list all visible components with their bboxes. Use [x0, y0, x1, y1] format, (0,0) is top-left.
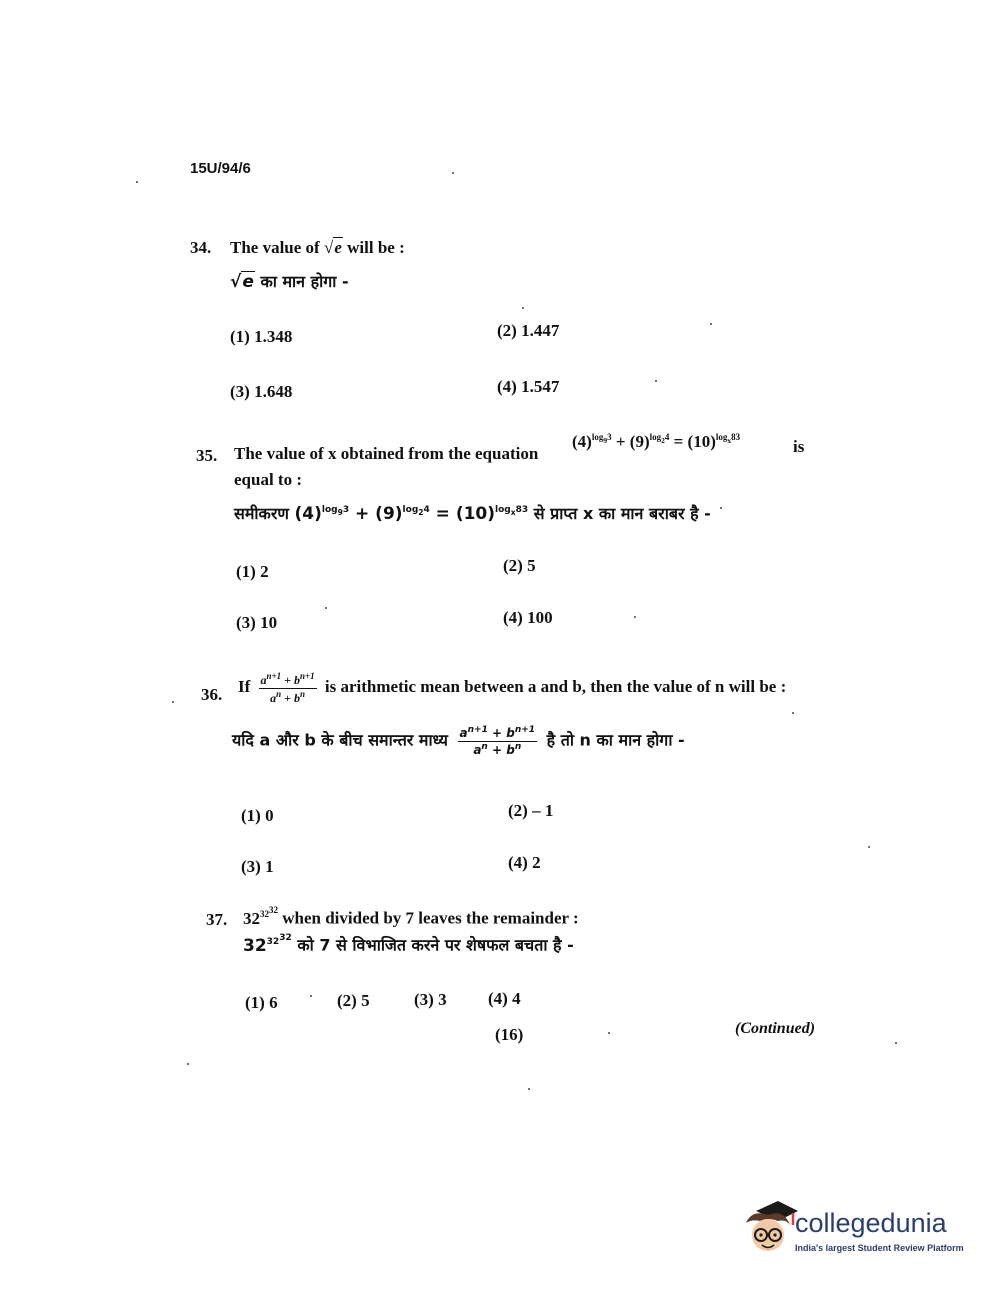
sqrt-e-expression-hi: √e: [230, 272, 254, 292]
scan-speck: [895, 1042, 897, 1044]
scan-speck: [710, 323, 712, 325]
question-35-text-en-line1: The value of x obtained from the equation: [234, 444, 539, 463]
question-37-number: 37.: [206, 910, 228, 929]
question-34-option-3: (3) 1.648: [230, 382, 293, 401]
question-36-text-hi: [232, 726, 685, 756]
scan-speck: [172, 701, 174, 703]
question-35-option-4: (4) 100: [503, 608, 553, 627]
question-35-hi-pre: समीकरण: [234, 504, 289, 523]
question-37-en-post: when divided by 7 leaves the remainder :: [282, 908, 579, 928]
question-37-option-2: (2) 5: [337, 991, 370, 1010]
question-34-hi-post: का मान होगा -: [260, 272, 349, 291]
scan-speck: [452, 172, 454, 174]
question-37-hi-post: को 7 से विभाजित करने पर शेषफल बचता है -: [297, 935, 574, 955]
question-35-text-hi: [234, 502, 711, 524]
question-36-option-4: (4) 2: [508, 853, 541, 872]
power-tower-expression: $32^{32^{32}}$: [243, 905, 278, 928]
question-34-text-hi: [230, 270, 349, 292]
question-34-option-1: (1) 1.348: [230, 327, 293, 346]
question-36-en-pre: If: [238, 677, 251, 696]
question-36-hi-post: है तो n का मान होगा -: [546, 730, 685, 750]
question-35-number: 35.: [196, 446, 218, 465]
scan-speck: [136, 181, 138, 183]
question-37-option-4: (4) 4: [488, 989, 521, 1008]
scan-speck: [187, 1063, 189, 1065]
scan-speck: [325, 607, 327, 609]
scan-speck: [528, 1088, 530, 1090]
question-35-is: is: [793, 437, 805, 456]
brand-tagline: India's largest Student Review Platform: [795, 1243, 964, 1253]
question-37-option-1: (1) 6: [245, 993, 278, 1012]
question-36-text-en: [238, 672, 786, 704]
question-34-en-post: will be :: [347, 238, 405, 257]
scan-speck: [720, 507, 722, 509]
question-34-option-4: (4) 1.547: [497, 377, 560, 396]
scan-speck: [522, 307, 524, 309]
continued-label: (Continued): [735, 1020, 816, 1037]
scan-speck: [310, 995, 312, 997]
question-35-option-2: (2) 5: [503, 556, 536, 575]
scan-speck: [792, 712, 794, 714]
question-35-equation-hi: $(4)^{log_93} + (9)^{log_24} = (10)^{log_x83}$: [294, 504, 529, 524]
question-34-en-pre: The value of: [230, 238, 320, 257]
page-number: (16): [495, 1025, 524, 1044]
question-35-hi-post: से प्राप्त x का मान बराबर है -: [533, 504, 711, 523]
question-34-number: 34.: [190, 238, 212, 257]
paper-code: 15U/94/6: [190, 160, 251, 177]
question-37-text-hi: [243, 933, 574, 956]
question-35-option-3: (3) 10: [236, 613, 278, 632]
question-36-en-post: is arithmetic mean between a and b, then the value of n will be :: [324, 677, 787, 696]
question-36-number: 36.: [201, 685, 223, 704]
sqrt-e-expression: √e: [323, 238, 342, 257]
question-36-hi-pre: यदि a और b के बीच समान्तर माध्य: [232, 730, 448, 750]
question-35-option-1: (1) 2: [236, 562, 269, 581]
scan-speck: [655, 380, 657, 382]
scan-speck: [634, 616, 636, 618]
question-36-option-2: (2) – 1: [508, 801, 554, 820]
question-34-option-2: (2) 1.447: [497, 321, 560, 340]
question-37-option-3: (3) 3: [414, 990, 447, 1009]
brand-name: collegedunia: [795, 1208, 947, 1238]
question-36-option-3: (3) 1: [241, 857, 274, 876]
scan-speck: [868, 846, 870, 848]
question-35-text-en-line2: equal to :: [234, 470, 302, 489]
question-36-option-1: (1) 0: [241, 806, 274, 825]
mean-fraction-hi: $\frac{a^{n+1} + b^{n+1}}{a^n + b^n}$: [459, 725, 536, 757]
question-34-text-en: [230, 238, 405, 258]
question-37-text-en: [243, 905, 579, 929]
mean-fraction: $\frac{a^{n+1} + b^{n+1}}{a^n + b^n}$: [260, 671, 315, 705]
question-35-equation: $(4)^{log_93} + (9)^{log_24} = (10)^{log_x83}$: [572, 432, 741, 451]
scan-speck: [608, 1032, 610, 1034]
power-tower-expression-hi: $32^{32^{32}}$: [243, 933, 292, 956]
